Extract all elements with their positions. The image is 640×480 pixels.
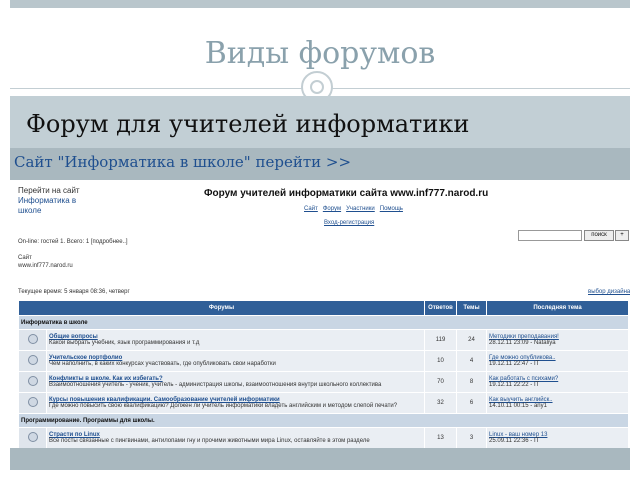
last-topic-link[interactable]: Как работать с психами? bbox=[489, 376, 559, 382]
last-topic-meta: 19.12.11 22:47 - IT bbox=[489, 361, 540, 367]
forum-desc: Взаимоотношения учитель - ученик, учитель - администрация школы, взаимоотношения внутри школьного коллектива bbox=[49, 382, 382, 388]
last-topic-meta: 28.12.11 23:09 - Nataliya bbox=[489, 340, 556, 346]
forum-cell bbox=[47, 393, 425, 414]
header-forums: Форумы bbox=[19, 301, 425, 316]
site-link[interactable]: Сайт "Информатика в школе" перейти >> bbox=[14, 153, 352, 171]
topics-count: 3 bbox=[457, 428, 487, 449]
forum-status-icon bbox=[28, 334, 38, 344]
top-band bbox=[10, 0, 630, 8]
header-last-topic: Последняя тема bbox=[487, 301, 629, 316]
subtitle-band bbox=[10, 96, 630, 148]
table-header-row bbox=[19, 301, 629, 316]
replies-count: 70 bbox=[425, 372, 457, 393]
forum-nav bbox=[304, 206, 408, 212]
bottom-band bbox=[10, 448, 630, 470]
category-name: Информатика в школе bbox=[19, 316, 629, 330]
last-topic-link[interactable]: Где можно опубликова.. bbox=[489, 355, 556, 361]
forum-desc: Какой выбрать учебник, язык программирования и т.д bbox=[49, 340, 200, 346]
forum-cell bbox=[47, 428, 425, 449]
sidebar-text: Перейти на сайт bbox=[18, 186, 80, 195]
site-block bbox=[18, 254, 73, 270]
forum-status-icon bbox=[28, 432, 38, 442]
forum-link[interactable]: Учительское портфолио bbox=[49, 355, 123, 361]
forum-cell bbox=[47, 372, 425, 393]
nav-members[interactable]: Участники bbox=[346, 206, 375, 212]
forum-status-icon bbox=[28, 376, 38, 386]
slide-title: Виды форумов bbox=[204, 36, 436, 71]
last-topic-link[interactable]: Как выучить английск.. bbox=[489, 397, 553, 403]
header-topics: Темы bbox=[457, 301, 487, 316]
forum-screenshot bbox=[14, 180, 630, 448]
sidebar bbox=[18, 186, 88, 216]
replies-count: 10 bbox=[425, 351, 457, 372]
nav-help[interactable]: Помощь bbox=[379, 206, 403, 212]
last-topic-cell bbox=[487, 330, 629, 351]
table-row bbox=[19, 428, 629, 449]
category-row bbox=[19, 316, 629, 330]
site-url[interactable]: www.inf777.narod.ru bbox=[18, 263, 73, 269]
category-name: Программирование. Программы для школы. bbox=[19, 414, 629, 428]
nav-site[interactable]: Сайт bbox=[304, 206, 318, 212]
forum-link[interactable]: Конфликты в школе. Как их избегать? bbox=[49, 376, 163, 382]
forum-desc: Где можно повысить свою квалификацию? Должен ли учитель информатики владеть английским и методом слепой печати? bbox=[49, 403, 398, 409]
forum-cell bbox=[47, 351, 425, 372]
search-input[interactable] bbox=[518, 230, 582, 241]
replies-count: 32 bbox=[425, 393, 457, 414]
replies-count: 13 bbox=[425, 428, 457, 449]
search-button[interactable]: поиск bbox=[584, 230, 614, 241]
table-row bbox=[19, 351, 629, 372]
topics-count: 24 bbox=[457, 330, 487, 351]
current-time: Текущее время: 5 января 08:36, четверг bbox=[18, 289, 130, 295]
forum-link[interactable]: Страсти по Linux bbox=[49, 432, 100, 438]
register-link[interactable]: Вход-регистрация bbox=[324, 220, 375, 226]
replies-count: 119 bbox=[425, 330, 457, 351]
nav-forum[interactable]: Форум bbox=[322, 206, 342, 212]
forum-status-icon bbox=[28, 355, 38, 365]
forum-link[interactable]: Общие вопросы bbox=[49, 334, 98, 340]
forum-table bbox=[18, 300, 629, 448]
forum-desc: Чем наполнить, в каких конкурсах участвовать, где опубликовать свои наработки bbox=[49, 361, 276, 367]
online-status: On-line: гостей 1. Всего: 1 [подробнее..] bbox=[18, 239, 128, 245]
advanced-search-button[interactable]: + bbox=[615, 230, 629, 241]
forum-status-icon bbox=[28, 397, 38, 407]
ring-inner bbox=[310, 80, 324, 94]
last-topic-cell bbox=[487, 393, 629, 414]
last-topic-cell bbox=[487, 351, 629, 372]
topics-count: 4 bbox=[457, 351, 487, 372]
last-topic-meta: 25.09.11 22:36 - IT bbox=[489, 438, 540, 444]
last-topic-cell bbox=[487, 372, 629, 393]
forum-desc: Все посты связанные с пингвинами, антилопами гну и прочими животными мира Linux, оставляйте в этом разделе bbox=[49, 438, 370, 444]
topics-count: 8 bbox=[457, 372, 487, 393]
header-replies: Ответов bbox=[425, 301, 457, 316]
forum-status-cell bbox=[19, 428, 47, 449]
forum-status-cell bbox=[19, 393, 47, 414]
last-topic-link[interactable]: Методики преподавания! bbox=[489, 334, 559, 340]
table-row bbox=[19, 330, 629, 351]
site-label: Сайт bbox=[18, 255, 32, 261]
table-row bbox=[19, 372, 629, 393]
forum-status-cell bbox=[19, 351, 47, 372]
category-row bbox=[19, 414, 629, 428]
style-select-link[interactable]: выбор дизайна bbox=[588, 289, 630, 295]
forum-cell bbox=[47, 330, 425, 351]
forum-title: Форум учителей информатики сайта www.inf777.narod.ru bbox=[204, 188, 489, 199]
last-topic-cell bbox=[487, 428, 629, 449]
sidebar-link[interactable]: Информатика в школе bbox=[18, 196, 77, 215]
forum-status-cell bbox=[19, 372, 47, 393]
forum-link[interactable]: Курсы повышения квалификации. Самообразование учителей информатики bbox=[49, 397, 280, 403]
last-topic-link[interactable]: Linux - ваш номер 13 bbox=[489, 432, 548, 438]
forum-status-cell bbox=[19, 330, 47, 351]
topics-count: 6 bbox=[457, 393, 487, 414]
last-topic-meta: 19.12.11 22:22 - IT bbox=[489, 382, 540, 388]
link-band bbox=[10, 148, 630, 180]
table-row bbox=[19, 393, 629, 414]
slide-subtitle: Форум для учителей информатики bbox=[26, 110, 470, 138]
last-topic-meta: 14.10.11 00:15 - any1 bbox=[489, 403, 547, 409]
